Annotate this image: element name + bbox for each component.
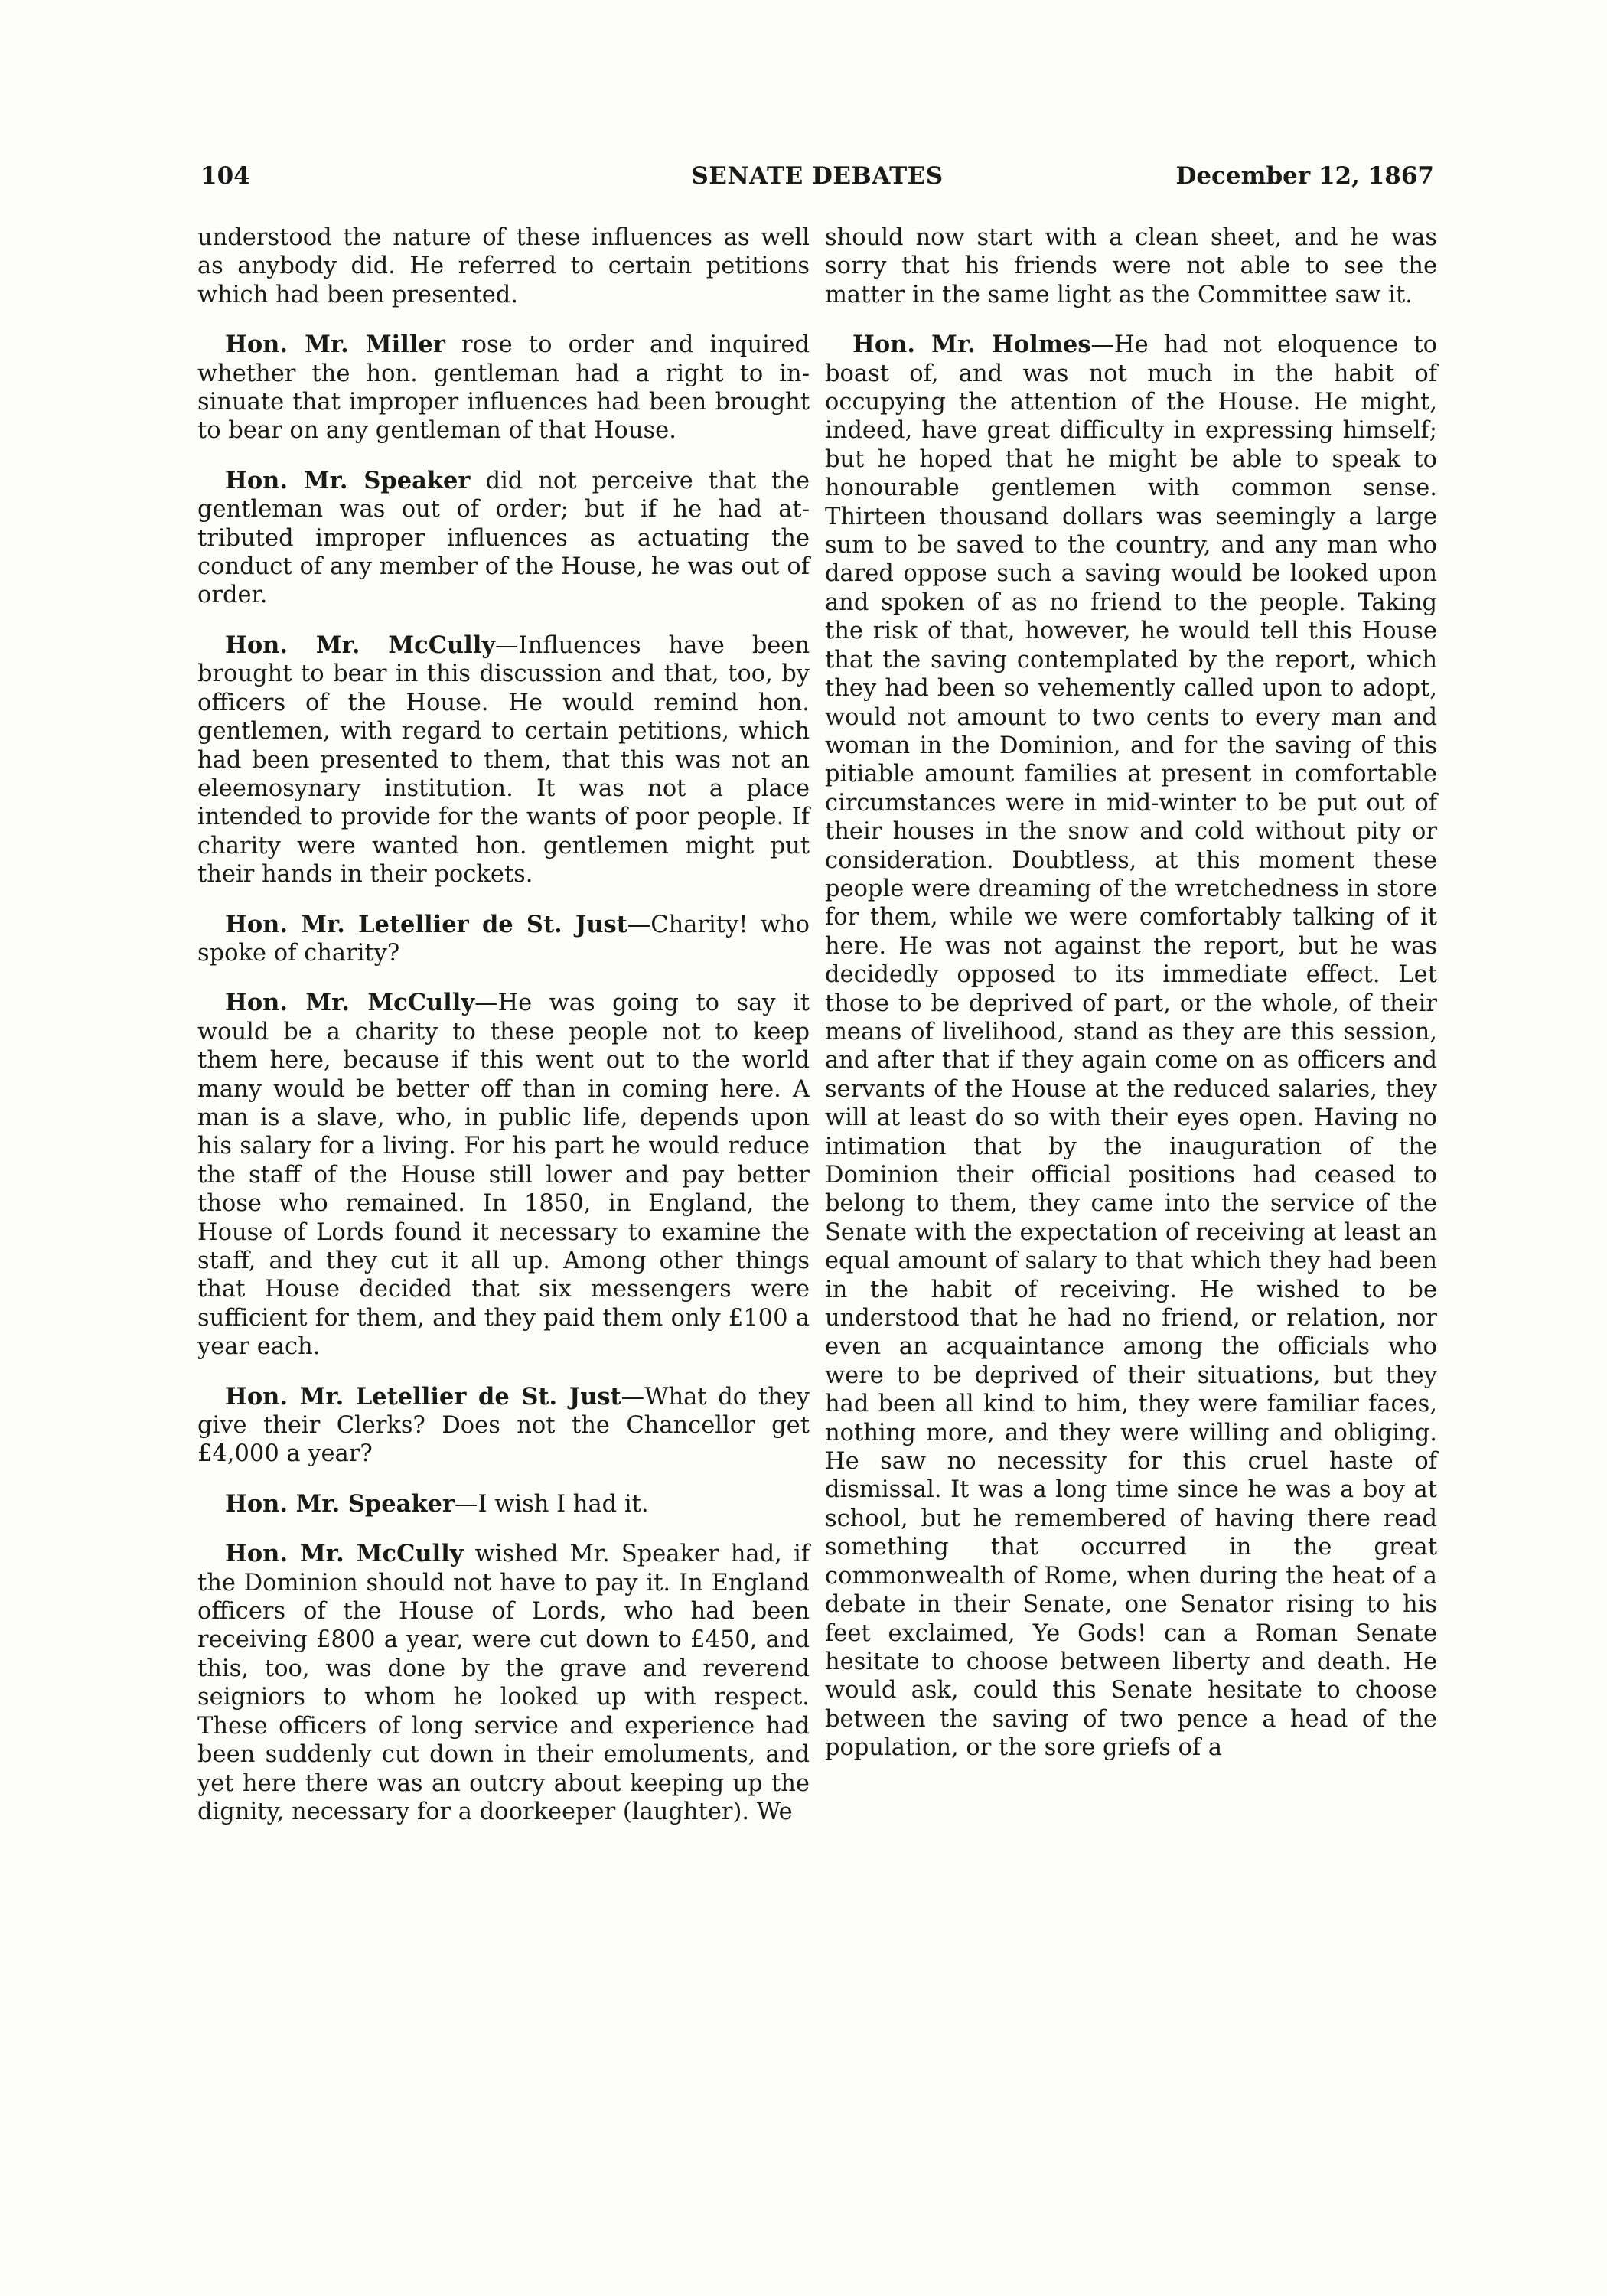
paragraph-text: —What do they give their Clerks? Does not the Chancellor get £4,000 a year? bbox=[197, 1383, 810, 1468]
paragraph bbox=[825, 331, 1437, 1762]
paragraph-text: —I wish I had it. bbox=[454, 1490, 649, 1518]
speaker-name: Hon. Mr. Letellier de St. Just bbox=[225, 1382, 621, 1411]
paragraph bbox=[825, 223, 1437, 309]
paragraph bbox=[197, 911, 810, 968]
paragraph-text: wished Mr. Speaker had, if the Dominion should not have to pay it. In England officers of the House of Lords, who had been receiving £800 a year, were cut down to £450, and this, too, was done by the grave and reverend seigniors to whom he looked up with respect. These officers of long service and experience had been suddenly cut down in their emoluments, and yet here there was an outcry about keeping up the dignity, necessary for a doorkeeper (laughter). We bbox=[197, 1541, 810, 1825]
paragraph-text: rose to order and inquired whether the hon. gentleman had a right to insinuate that improper influences had been brought to bear on any gentleman of that House. bbox=[197, 331, 810, 445]
paragraph-text: —Influences have been brought to bear in this discussion and that, too, by officers of the House. He would remind hon. gentlemen, with regard to certain petitions, which had been presented to them, that this was not an eleemosynary institution. It was not a place intended to provide for the wants of poor people. If charity were wanted hon. gentlemen might put their hands in their pockets. bbox=[197, 631, 810, 889]
paragraph bbox=[197, 223, 810, 309]
speaker-name: Hon. Mr. Miller bbox=[225, 331, 445, 359]
speaker-name: Hon. Mr. Speaker bbox=[225, 1489, 455, 1518]
left-column bbox=[197, 223, 810, 1826]
paragraph-text: —He was going to say it would be a charity to these people not to keep them here, because if this went out to the world many would be better off than in coming here. A man is a slave, who, in public life, depends upon his salary for a living. For his part he would reduce the staff of the House still lower and pay better those who remained. In 1850, in England, the House of Lords found it necessary to examine the staff, and they cut it all up. Among other things that House decided that six messengers were sufficient for them, and they paid them only £100 a year each. bbox=[197, 990, 810, 1361]
paragraph-text: —He had not eloquence to boast of, and was not much in the habit of occupying the attention of the House. He might, indeed, have great difficulty in expressing himself; but he hoped that he might be able to speak to honourable gentlemen with common sense. Thirteen thousand dollars was seemingly a large sum to be saved to the country, and any man who dared oppose such a saving would be looked upon and spoken of as no friend to the people. Taking the risk of that, however, he would tell this House that the saving contemplated by the report, which they had been so vehemently called upon to adopt, would not amount to two cents to every man and woman in the Dominion, and for the saving of this pitiable amount families at present in comfortable circumstances were in mid-winter to be put out of their houses in the snow and cold without pity or consideration. Doubtless, at this moment these people were dreaming of the wretchedness in store for them, while we were comfortably talking of it here. He was not against the report, but he was decidedly opposed to its immediate effect. Let those to be deprived of part, or the whole, of their means of livelihood, stand as they are this session, and after that if they again come on as officers and servants of the House at the reduced salaries, they will at least do so with their eyes open. Having no intimation that by the inauguration of the Dominion their official positions had ceased to belong to them, they came into the service of the Senate with the expectation of receiving at least an equal amount of salary to that which they had been in the habit of receiving. He wished to be understood that he had no friend, or relation, nor even an acquaintance among the officials who were to be deprived of their situations, but they had been all kind to him, they were familiar faces, nothing more, and they were willing and obliging. He saw no necessity for this cruel haste of dismissal. It was a long time since he was a boy at school, but he remembered of having there read something that occurred in the great commonwealth of Rome, when during the heat of a debate in their Senate, one Senator rising to his feet exclaimed, Ye Gods! can a Roman Senate hesitate to choose between liberty and death. He would ask, could this Senate hesitate to choose between the saving of two pence a head of the population, or the sore griefs of a bbox=[825, 331, 1437, 1762]
paragraph bbox=[197, 1383, 810, 1469]
right-column bbox=[825, 223, 1437, 1763]
page-number: 104 bbox=[200, 162, 250, 190]
paragraph-text: should now start with a clean sheet, and he was sorry that his friends were not able to see the matter in the same light as the Committee saw it. bbox=[825, 224, 1437, 308]
paragraph-text: understood the nature of these influences as well as anybody did. He referred to certain petitions which had been presented. bbox=[197, 224, 810, 308]
speaker-name: Hon. Mr. Speaker bbox=[225, 466, 471, 494]
paragraph bbox=[197, 467, 810, 610]
publication-title: SENATE DEBATES bbox=[691, 162, 944, 190]
speaker-name: Hon. Mr. Holmes bbox=[852, 331, 1091, 359]
speaker-name: Hon. Mr. Letellier de St. Just bbox=[225, 910, 627, 938]
paragraph bbox=[197, 331, 810, 445]
session-date: December 12, 1867 bbox=[1175, 162, 1434, 190]
paragraph-text: did not perceive that the gentleman was out of order; but if he had attributed improper influences as actuating the conduct of any member of the House, he was out of order. bbox=[197, 467, 810, 609]
speaker-name: Hon. Mr. McCully bbox=[225, 1540, 464, 1568]
paragraph bbox=[197, 989, 810, 1361]
paragraph bbox=[197, 1540, 810, 1826]
page-header bbox=[200, 162, 1434, 201]
speaker-name: Hon. Mr. McCully bbox=[225, 989, 475, 1017]
paragraph-text: —Charity! who spoke of charity? bbox=[197, 911, 810, 967]
paragraph bbox=[197, 631, 810, 889]
speaker-name: Hon. Mr. McCully bbox=[225, 631, 496, 659]
paragraph bbox=[197, 1490, 810, 1518]
